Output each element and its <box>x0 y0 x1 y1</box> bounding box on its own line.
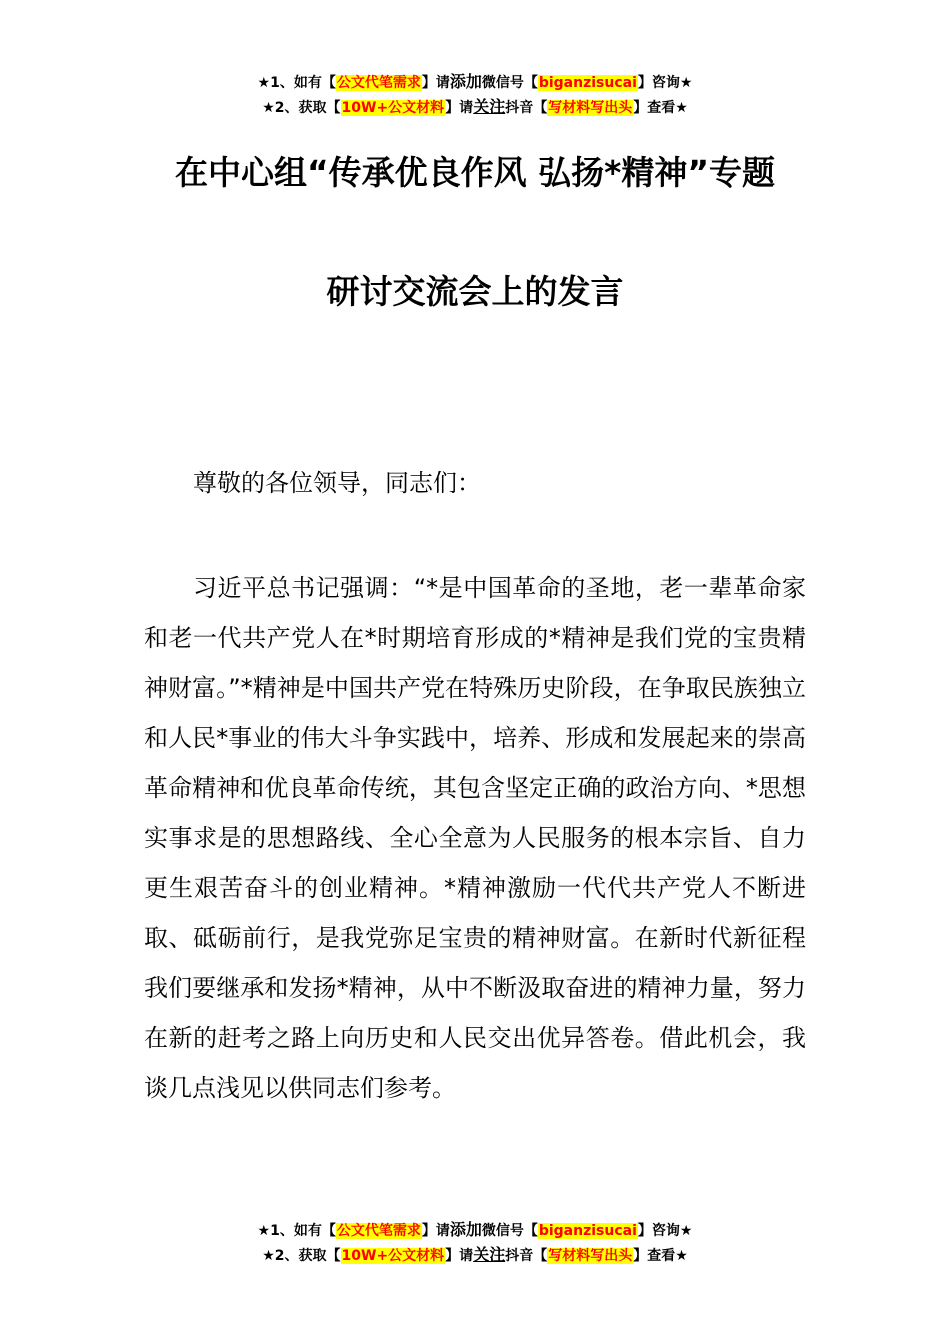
ad-text: 】咨询★ <box>637 75 693 91</box>
ad-text: 】查看★ <box>633 100 688 116</box>
ad-line-1 <box>0 70 950 95</box>
ad-highlight: 10W+公文材料 <box>341 100 445 116</box>
ad-text: 微信号【 <box>481 1223 538 1239</box>
ad-text: 】请 <box>445 1248 474 1264</box>
ad-highlight: 10W+公文材料 <box>341 1248 445 1264</box>
ad-highlight-douyin: 写材料写出头 <box>548 1248 633 1264</box>
ad-line-2 <box>0 1243 950 1268</box>
footer-ad-block <box>0 1218 950 1268</box>
ad-text: ★1、如有【 <box>257 75 336 91</box>
ad-emphasis: 关注 <box>473 97 506 116</box>
ad-highlight-wechat: biganzisucai <box>538 75 637 91</box>
ad-highlight-douyin: 写材料写出头 <box>548 100 633 116</box>
ad-highlight: 公文代笔需求 <box>336 1223 421 1239</box>
ad-highlight-wechat: biganzisucai <box>538 1223 637 1239</box>
ad-highlight: 公文代笔需求 <box>336 75 421 91</box>
ad-emphasis: 添加 <box>449 1220 482 1239</box>
document-title-line-2: 研讨交流会上的发言 <box>326 272 624 311</box>
ad-text: 微信号【 <box>481 75 538 91</box>
header-ad-block <box>0 70 950 120</box>
ad-text: 】查看★ <box>633 1248 688 1264</box>
ad-text: ★2、获取【 <box>262 100 341 116</box>
ad-emphasis: 添加 <box>449 72 482 91</box>
ad-text: ★2、获取【 <box>262 1248 341 1264</box>
ad-text: 】请 <box>445 100 474 116</box>
ad-text: 】咨询★ <box>637 1223 693 1239</box>
ad-text: ★1、如有【 <box>257 1223 336 1239</box>
body-paragraph: 习近平总书记强调：“*是中国革命的圣地，老一辈革命家和老一代共产党人在*时期培育形成的*精神是我们党的宝贵精神财富。”*精神是中国共产党在特殊历史阶段，在争取民族独立和人民*事业的伟大斗争实践中，培养、形成和发展起来的崇高革命精神和优良革命传统，其包含坚定正确的政治方向、*思想实事求是的思想路线、全心全意为人民服务的根本宗旨、自力更生艰苦奋斗的创业精神。*精神激励一代代共产党人不断进取、砥砺前行，是我党弥足宝贵的精神财富。在新时代新征程我们要继承和发扬*精神，从中不断汲取奋进的精神力量，努力在新的赶考之路上向历史和人民交出优异答卷。借此机会，我谈几点浅见以供同志们参考。 <box>144 574 806 1102</box>
ad-text: 抖音【 <box>505 100 548 116</box>
greeting: 尊敬的各位领导，同志们： <box>193 469 481 497</box>
ad-line-2 <box>0 95 950 120</box>
document-title-line-1: 在中心组“传承优良作风 弘扬*精神”专题 <box>174 153 776 192</box>
ad-text: 】请 <box>421 75 450 91</box>
ad-line-1 <box>0 1218 950 1243</box>
ad-text: 】请 <box>421 1223 450 1239</box>
ad-emphasis: 关注 <box>473 1245 506 1264</box>
ad-text: 抖音【 <box>505 1248 548 1264</box>
